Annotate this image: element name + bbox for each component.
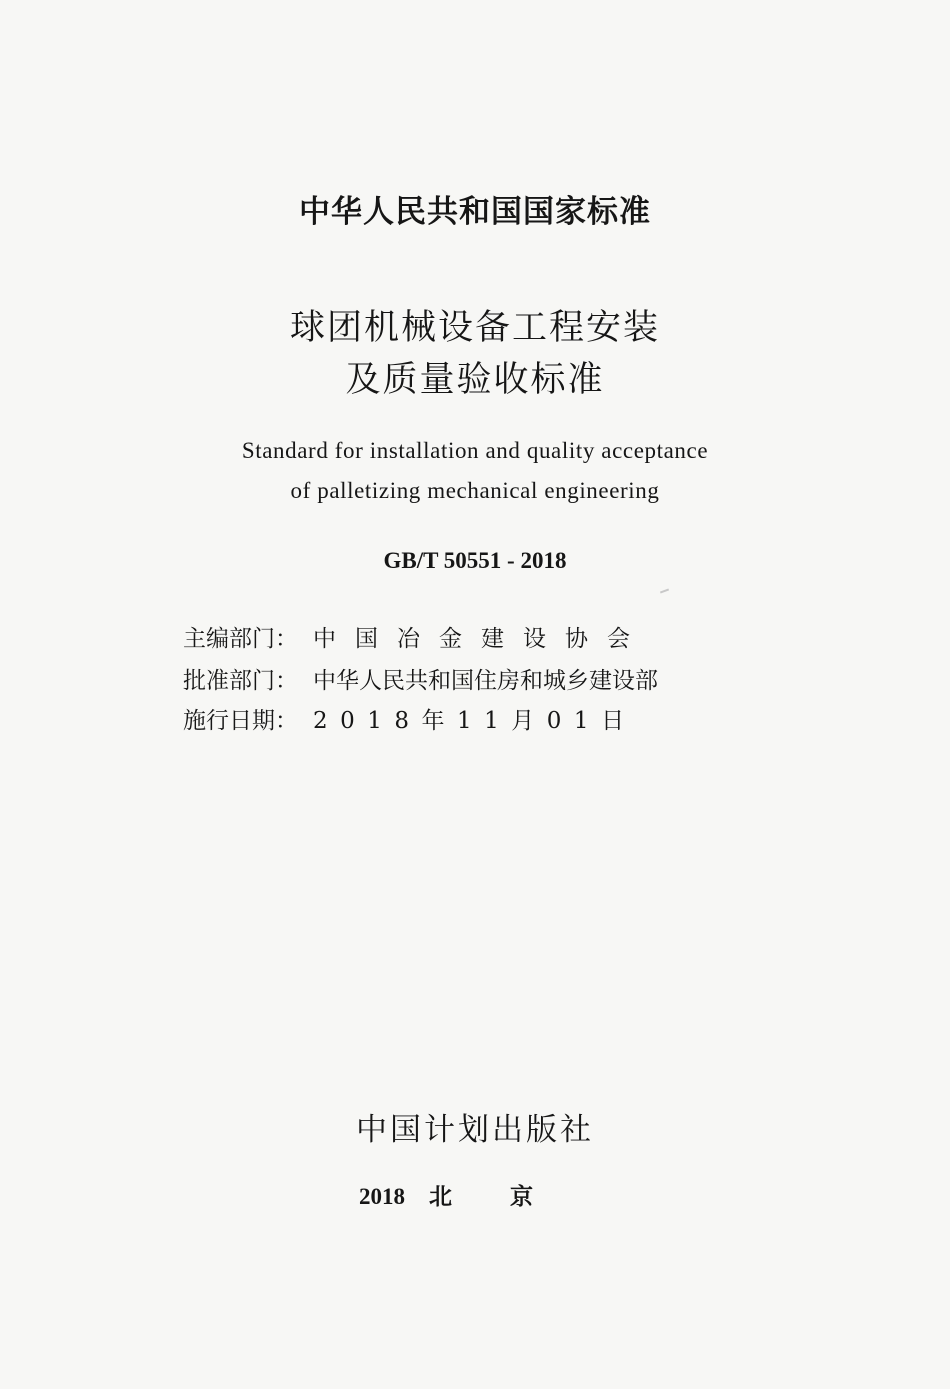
chief-editor-row	[183, 620, 743, 653]
effective-date-label: 施行日期：	[183, 708, 298, 734]
approval-value: 中华人民共和国住房和城乡建设部	[313, 668, 658, 694]
publisher-name: 中国计划出版社	[356, 1112, 594, 1148]
publication-place	[0, 1178, 950, 1211]
chief-editor-value: 中国冶金建设协会	[313, 626, 649, 652]
publication-year: 2018	[359, 1184, 405, 1209]
approval-label: 批准部门：	[183, 668, 298, 694]
national-standard-heading: 中华人民共和国国家标准	[299, 194, 651, 230]
english-title-line-1: Standard for installation and quality acceptance	[241, 438, 709, 463]
chinese-title-line-2: 及质量验收标准	[345, 360, 605, 400]
english-title-line-2: of palletizing mechanical engineering	[290, 478, 660, 503]
effective-date-row	[183, 702, 743, 735]
effective-date-value: 2018年11月01日	[313, 708, 637, 734]
approval-row	[183, 662, 743, 695]
chinese-title-line-1: 球团机械设备工程安装	[289, 308, 660, 348]
publication-city: 北京	[429, 1184, 591, 1209]
scan-speck	[660, 589, 669, 594]
standard-code: GB/T 50551 - 2018	[383, 548, 567, 573]
chief-editor-label: 主编部门：	[183, 626, 298, 652]
